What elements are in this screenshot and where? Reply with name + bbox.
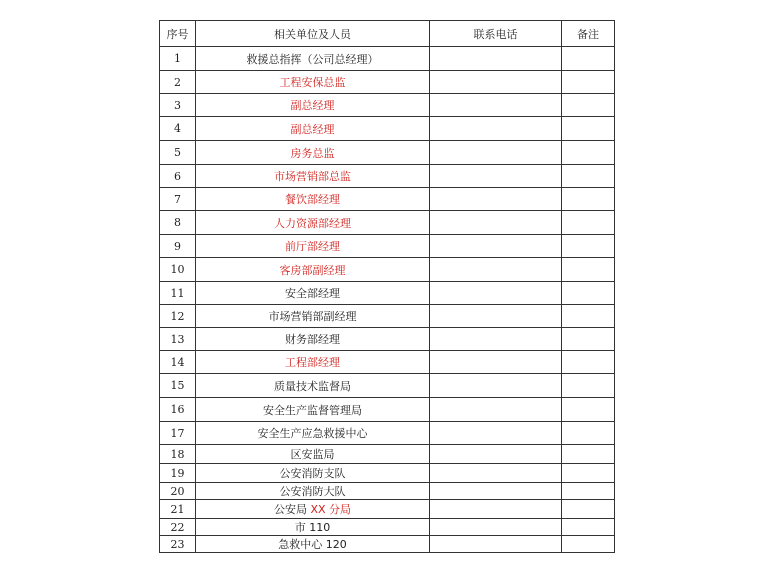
row-note [562,464,615,483]
row-number: 22 [160,519,196,536]
row-note [562,536,615,553]
row-number: 16 [160,398,196,422]
table-row [160,188,615,211]
table-row [160,94,615,117]
row-number: 19 [160,464,196,483]
row-unit: 客房部副经理 [196,258,430,282]
table-row [160,464,615,483]
row-unit: 副总经理 [196,117,430,141]
table-row [160,117,615,141]
row-unit: 急救中心 120 [196,536,430,553]
row-phone [430,374,562,398]
row-note [562,500,615,519]
table-row [160,235,615,258]
row-unit: 餐饮部经理 [196,188,430,211]
table-row [160,328,615,351]
row-number: 12 [160,305,196,328]
row-note [562,188,615,211]
table-row [160,500,615,519]
row-note [562,235,615,258]
row-note [562,258,615,282]
row-number: 15 [160,374,196,398]
row-phone [430,141,562,165]
row-note [562,483,615,500]
header-unit: 相关单位及人员 [196,21,430,47]
row-unit: 财务部经理 [196,328,430,351]
row-phone [430,282,562,305]
row-phone [430,500,562,519]
table-row [160,351,615,374]
row-note [562,398,615,422]
row-number: 13 [160,328,196,351]
row-number: 14 [160,351,196,374]
row-number: 2 [160,71,196,94]
row-unit-prefix: 公安局 [273,503,311,516]
row-number: 11 [160,282,196,305]
table-row [160,422,615,445]
table-row [160,519,615,536]
table-row [160,374,615,398]
header-phone: 联系电话 [430,21,562,47]
row-phone [430,305,562,328]
row-note [562,94,615,117]
row-unit: 区安监局 [196,445,430,464]
table-row [160,211,615,235]
row-phone [430,117,562,141]
row-unit [196,500,430,519]
header-index: 序号 [160,21,196,47]
row-note [562,519,615,536]
row-note [562,141,615,165]
table-row [160,536,615,553]
row-unit: 安全部经理 [196,282,430,305]
table-row [160,47,615,71]
row-number: 21 [160,500,196,519]
row-phone [430,235,562,258]
row-number: 4 [160,117,196,141]
row-unit: 市场营销部副经理 [196,305,430,328]
row-number: 8 [160,211,196,235]
row-number: 9 [160,235,196,258]
table-row [160,305,615,328]
row-unit: 房务总监 [196,141,430,165]
row-number: 23 [160,536,196,553]
row-note [562,47,615,71]
row-phone [430,211,562,235]
row-unit: 市 110 [196,519,430,536]
row-note [562,422,615,445]
row-note [562,211,615,235]
row-phone [430,519,562,536]
row-phone [430,422,562,445]
table-row [160,398,615,422]
row-unit: 公安消防支队 [196,464,430,483]
row-unit: 工程安保总监 [196,71,430,94]
row-number: 20 [160,483,196,500]
row-phone [430,71,562,94]
row-unit: 公安消防大队 [196,483,430,500]
table-row [160,258,615,282]
row-phone [430,483,562,500]
table-row [160,71,615,94]
row-unit: 安全生产应急救援中心 [196,422,430,445]
row-phone [430,351,562,374]
table-row [160,165,615,188]
row-unit: 安全生产监督管理局 [196,398,430,422]
table-row [160,483,615,500]
row-unit: 工程部经理 [196,351,430,374]
row-number: 18 [160,445,196,464]
row-note [562,305,615,328]
row-note [562,351,615,374]
row-unit-highlight: XX 分局 [310,503,352,516]
emergency-contact-table [159,20,615,553]
row-number: 3 [160,94,196,117]
row-number: 1 [160,47,196,71]
row-phone [430,536,562,553]
row-phone [430,464,562,483]
row-note [562,71,615,94]
row-phone [430,398,562,422]
header-note: 备注 [562,21,615,47]
row-number: 10 [160,258,196,282]
table-row [160,445,615,464]
row-note [562,165,615,188]
row-number: 17 [160,422,196,445]
row-number: 5 [160,141,196,165]
row-unit: 前厅部经理 [196,235,430,258]
row-phone [430,165,562,188]
row-phone [430,328,562,351]
row-note [562,282,615,305]
table-row [160,141,615,165]
row-number: 6 [160,165,196,188]
row-phone [430,188,562,211]
row-number: 7 [160,188,196,211]
row-note [562,117,615,141]
row-unit: 市场营销部总监 [196,165,430,188]
row-unit: 人力资源部经理 [196,211,430,235]
row-phone [430,445,562,464]
row-phone [430,47,562,71]
row-note [562,374,615,398]
row-unit: 救援总指挥（公司总经理） [196,47,430,71]
table-header-row [160,21,615,47]
row-unit: 副总经理 [196,94,430,117]
row-unit: 质量技术监督局 [196,374,430,398]
table-row [160,282,615,305]
row-note [562,328,615,351]
row-phone [430,258,562,282]
row-phone [430,94,562,117]
row-note [562,445,615,464]
